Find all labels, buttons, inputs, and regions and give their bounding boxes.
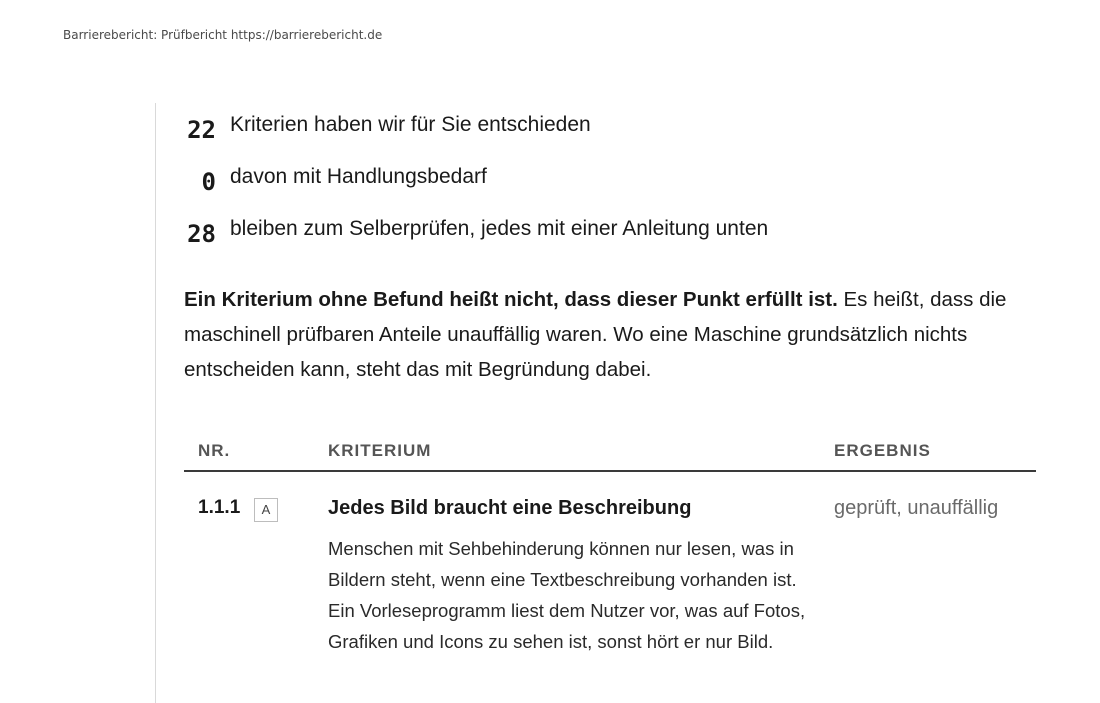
stat-label: davon mit Handlungsbedarf	[230, 165, 487, 188]
stat-label: Kriterien haben wir für Sie entschieden	[230, 113, 591, 136]
stat-row-self-check	[184, 212, 1044, 264]
criterion-result: geprüft, unauffällig	[834, 497, 999, 519]
stat-row-decided	[184, 108, 1044, 160]
criterion-description: Menschen mit Sehbehinderung können nur lesen, was in Bildern steht, wenn eine Textbeschreibung vorhanden ist. Ein Vorleseprogramm liest dem Nutzer vor, was auf Fotos, Grafiken und Icons zu sehen ist, sonst hört er nur Bild.	[328, 538, 806, 652]
stat-count: 0	[201, 168, 216, 196]
print-header: Barrierebericht: Prüfbericht https://barrierebericht.de	[63, 28, 383, 42]
stat-row-action-needed	[184, 160, 1044, 212]
stat-label: bleiben zum Selberprüfen, jedes mit einer Anleitung unten	[230, 217, 769, 240]
conformance-level-badge: A	[254, 498, 278, 522]
table-row	[184, 472, 1036, 703]
column-header-ergebnis: ERGEBNIS	[834, 441, 931, 460]
left-border-rule	[155, 103, 156, 703]
criterion-title: Jedes Bild braucht eine Beschreibung	[328, 497, 692, 519]
note-emphasis: Ein Kriterium ohne Befund heißt nicht, dass dieser Punkt erfüllt ist.	[184, 288, 838, 311]
criterion-number: 1.1.1	[198, 497, 241, 518]
summary-stats	[184, 108, 1044, 264]
column-header-nr: NR.	[198, 441, 231, 460]
note-body: Es heißt, dass die maschinell prüfbaren Anteile unauffällig waren. Wo eine Maschine grundsätzlich nichts entscheiden kann, steht das mit Begründung dabei.	[184, 288, 1007, 381]
table-header	[184, 438, 1036, 472]
explanation-note	[184, 282, 1046, 387]
stat-count: 28	[187, 220, 216, 248]
stat-count: 22	[187, 116, 216, 144]
column-header-kriterium: KRITERIUM	[328, 441, 432, 460]
